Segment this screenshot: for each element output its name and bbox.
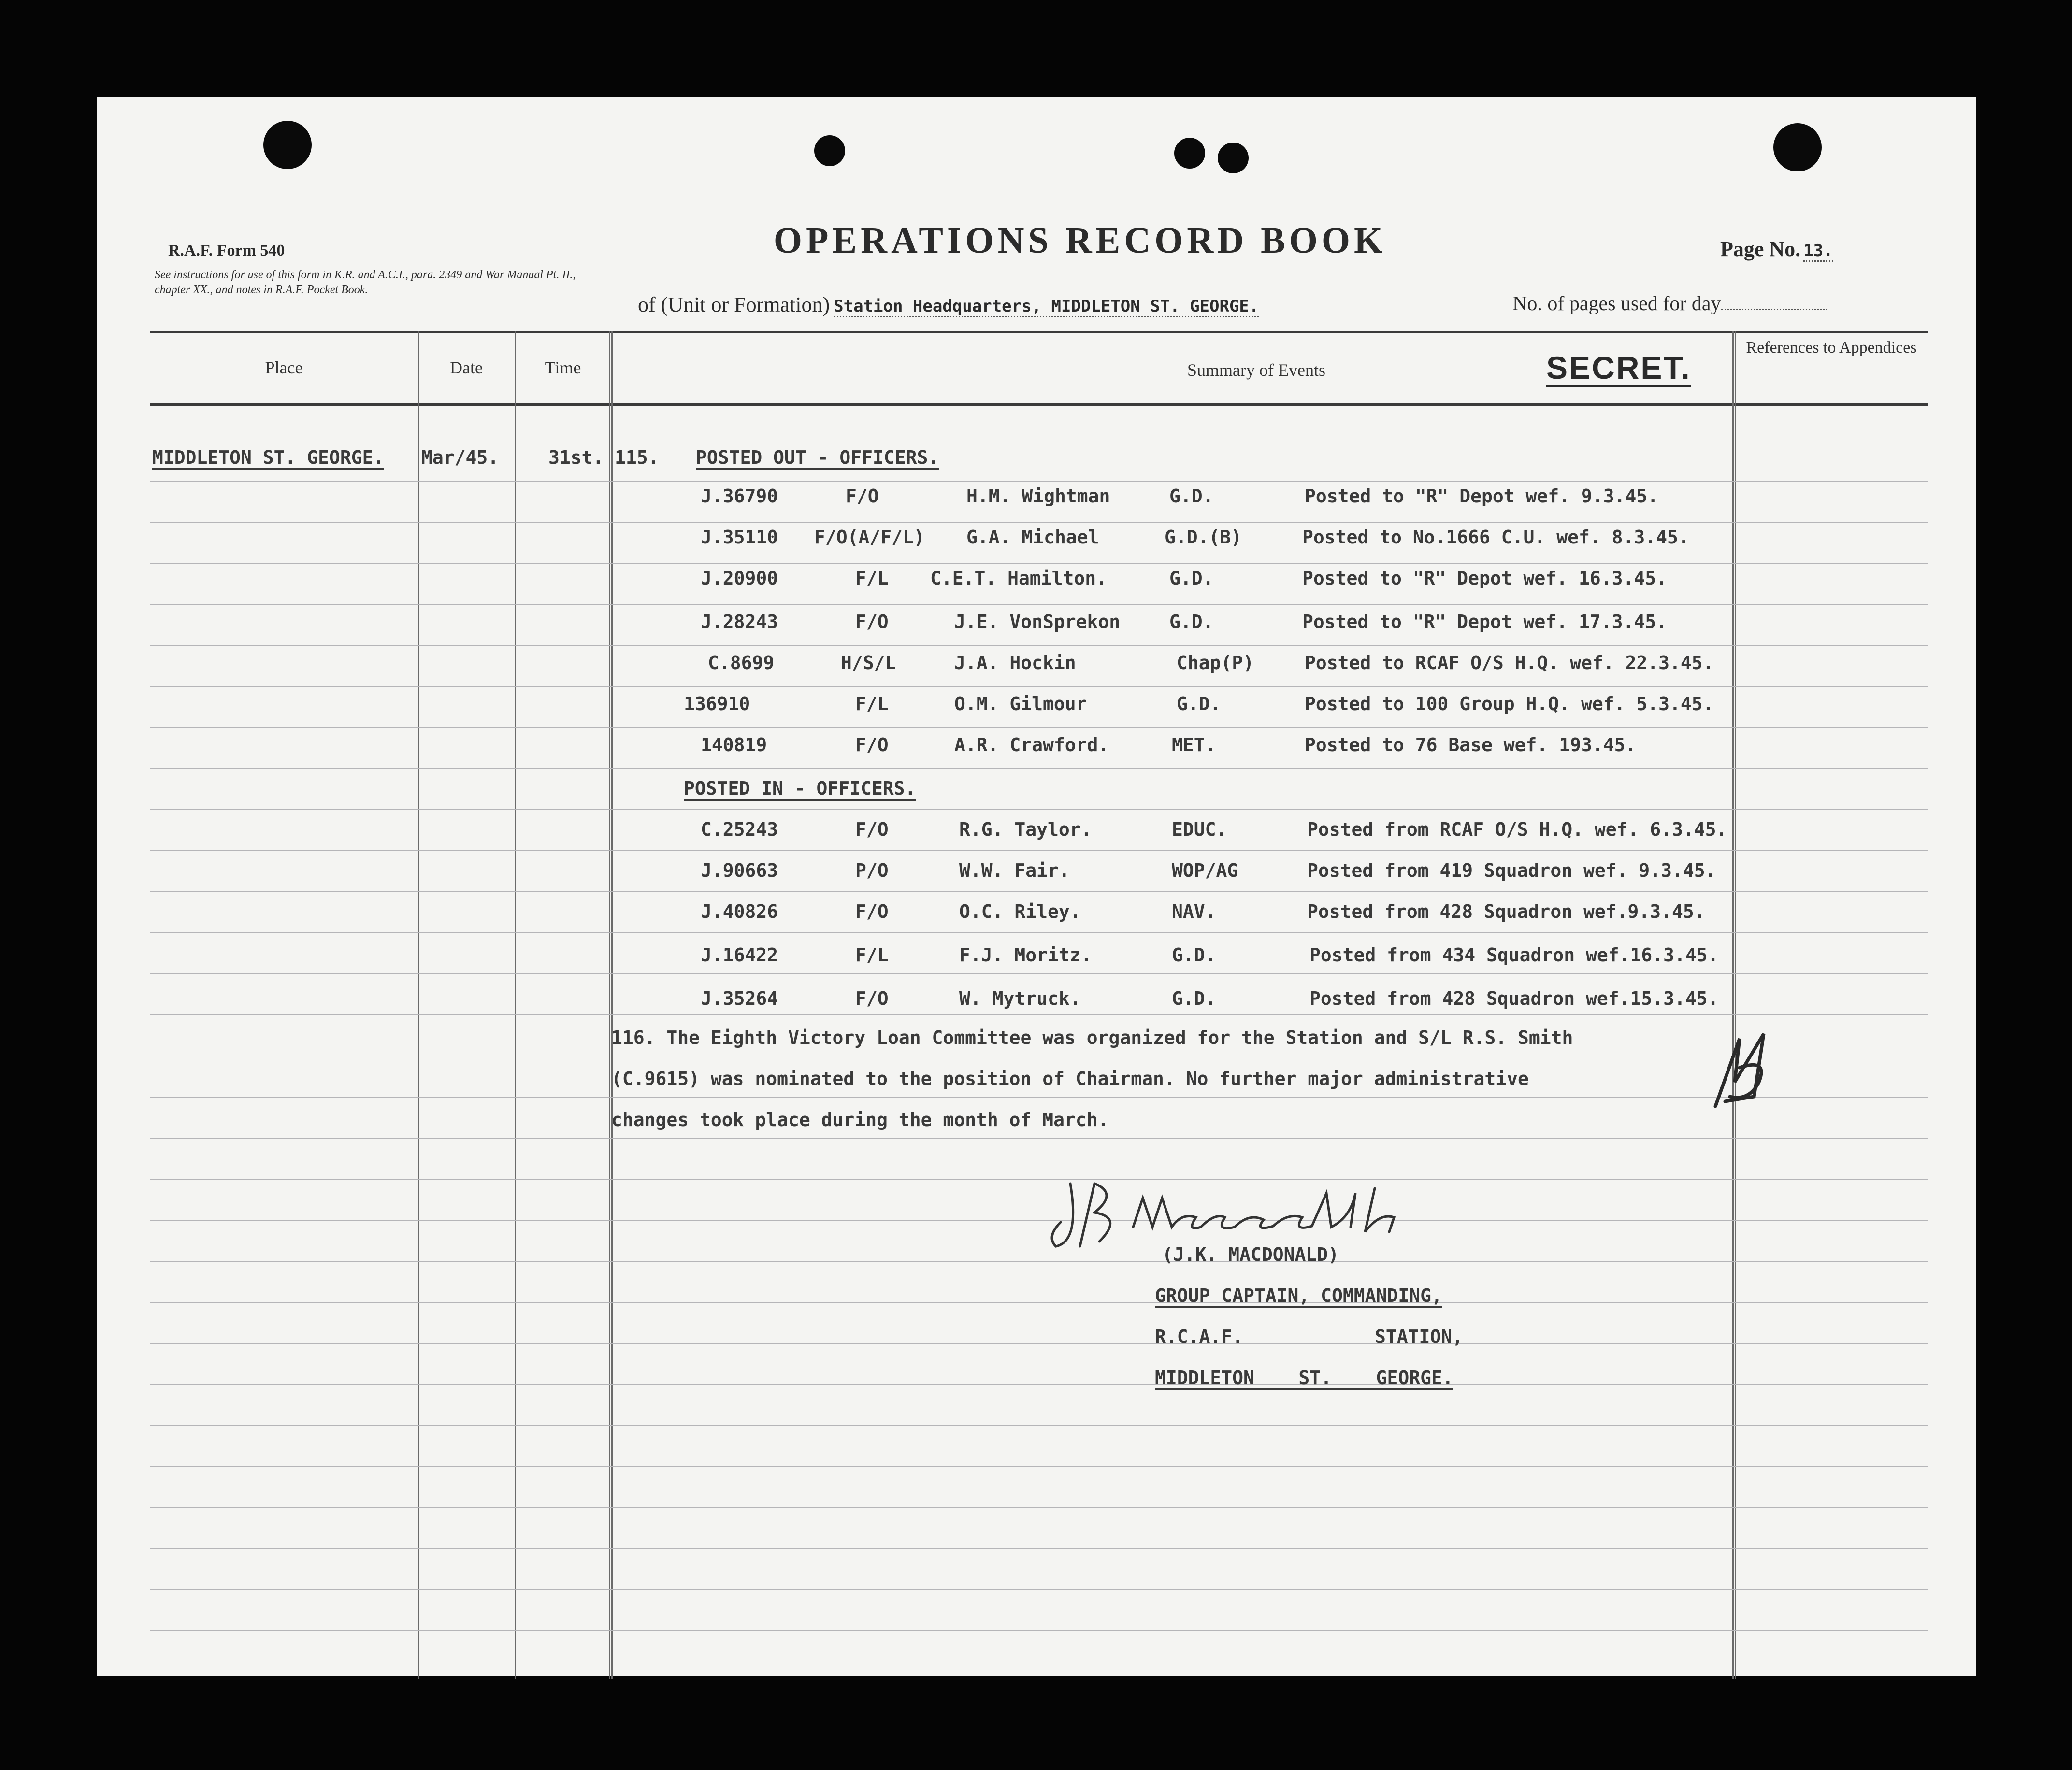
branch: WOP/AG [1172, 860, 1238, 881]
ruled-line [150, 1302, 1928, 1303]
service-number: J.35110 [701, 527, 778, 548]
ruled-line [150, 1261, 1928, 1262]
branch: G.D.(B) [1165, 527, 1242, 548]
posted-in-heading: POSTED IN - OFFICERS. [684, 778, 916, 801]
posting-remark: Posted to 76 Base wef. 193.45. [1305, 734, 1637, 756]
form-instructions: See instructions for use of this form in K.R. and A.C.I., para. 2349 and War Manual Pt. II., chapter XX., and notes in R.A.F. Pocket Book. [155, 269, 576, 296]
ruled-line [150, 1589, 1928, 1590]
ruled-line [150, 522, 1928, 523]
posting-remark: Posted from 428 Squadron wef.15.3.45. [1309, 988, 1719, 1009]
branch: MET. [1172, 734, 1216, 756]
form-page [97, 97, 1976, 1676]
ruled-line [150, 1220, 1928, 1221]
service-number: J.20900 [701, 568, 778, 589]
rank: H/S/L [841, 652, 896, 673]
service-number: J.40826 [701, 901, 778, 922]
branch: G.D. [1169, 485, 1214, 507]
punch-hole [1218, 143, 1249, 173]
secret-stamp: SECRET. [1546, 350, 1691, 387]
posting-remark: Posted to 100 Group H.Q. wef. 5.3.45. [1305, 693, 1714, 714]
ruled-line [150, 1507, 1928, 1508]
unit-label: of (Unit or Formation) [638, 293, 830, 316]
ruled-line [150, 1630, 1928, 1631]
col-header-date: Date [450, 358, 483, 377]
service-number: J.90663 [701, 860, 778, 881]
officer-name: W.W. Fair. [959, 860, 1070, 881]
ruled-line [150, 1179, 1928, 1180]
item-number-115: 115. [615, 447, 659, 468]
officer-name: O.M. Gilmour [954, 693, 1087, 714]
column-divider [418, 331, 419, 1679]
posting-remark: Posted from RCAF O/S H.Q. wef. 6.3.45. [1307, 819, 1727, 840]
signatory-title: GROUP CAPTAIN, COMMANDING, [1155, 1285, 1442, 1308]
rank: F/O [855, 988, 889, 1009]
posting-remark: Posted to "R" Depot wef. 16.3.45. [1302, 568, 1667, 589]
posting-remark: Posted from 434 Squadron wef.16.3.45. [1309, 944, 1719, 966]
officer-name: W. Mytruck. [959, 988, 1081, 1009]
ruled-line [150, 727, 1928, 728]
posted-out-heading: POSTED OUT - OFFICERS. [696, 447, 939, 470]
item-116-line: changes took place during the month of March. [611, 1109, 1109, 1130]
service-number: J.28243 [701, 611, 778, 632]
column-divider [515, 331, 516, 1679]
rank: F/O [855, 901, 889, 922]
branch: G.D. [1172, 988, 1216, 1009]
item-116-line: (C.9615) was nominated to the position of Chairman. No further major administrative [611, 1068, 1529, 1089]
ruled-line [150, 973, 1928, 974]
column-divider [1732, 331, 1736, 1679]
service-number: J.35264 [701, 988, 778, 1009]
entry-time: 31st. [548, 447, 604, 468]
punch-hole [1174, 138, 1205, 169]
ruled-line [150, 850, 1928, 851]
service-number: C.8699 [708, 652, 775, 673]
officer-name: C.E.T. Hamilton. [930, 568, 1108, 589]
ruled-line [150, 1384, 1928, 1385]
ruled-line [150, 686, 1928, 687]
pages-used-line [1512, 292, 1827, 315]
signatory-name: (J.K. MACDONALD) [1162, 1244, 1339, 1265]
handwritten-initials [1706, 1024, 1783, 1121]
officer-name: A.R. Crawford. [954, 734, 1109, 756]
item-116-line: 116. The Eighth Victory Loan Committee was organized for the Station and S/L R.S. Smith [611, 1027, 1573, 1048]
signatory-place-3: GEORGE. [1376, 1367, 1453, 1388]
service-number: 136910 [684, 693, 750, 714]
branch: NAV. [1172, 901, 1216, 922]
signatory-place [1155, 1367, 1453, 1390]
signatory-station-right: STATION, [1375, 1326, 1464, 1347]
branch: Chap(P) [1177, 652, 1254, 673]
rank: F/O [855, 819, 889, 840]
branch: EDUC. [1172, 819, 1227, 840]
branch: G.D. [1177, 693, 1221, 714]
ruled-line [150, 1466, 1928, 1467]
posting-remark: Posted from 428 Squadron wef.9.3.45. [1307, 901, 1705, 922]
ruled-line [150, 604, 1928, 605]
officer-name: G.A. Michael [966, 527, 1099, 548]
ruled-line [150, 1014, 1928, 1015]
rank: F/L [855, 568, 889, 589]
punch-hole [814, 135, 845, 166]
page-title: OPERATIONS RECORD BOOK [773, 220, 1387, 261]
header-bottom-rule [150, 403, 1928, 406]
service-number: J.36790 [701, 485, 778, 507]
form-number: R.A.F. Form 540 [168, 242, 285, 259]
col-header-place: Place [265, 358, 303, 377]
signatory-place-1: MIDDLETON [1155, 1367, 1254, 1388]
ruled-line [150, 1343, 1928, 1344]
rank: F/L [855, 693, 889, 714]
ruled-line [150, 932, 1928, 933]
ruled-line [150, 563, 1928, 564]
entry-place: MIDDLETON ST. GEORGE. [152, 447, 384, 470]
page-number-label: Page No. [1720, 237, 1801, 261]
officer-name: J.A. Hockin [954, 652, 1076, 673]
signatory-place-2: ST. [1298, 1367, 1332, 1388]
ruled-line [150, 1548, 1928, 1549]
entry-date: Mar/45. [421, 447, 499, 468]
officer-name: J.E. VonSprekon [954, 611, 1121, 632]
posting-remark: Posted to RCAF O/S H.Q. wef. 22.3.45. [1305, 652, 1714, 673]
ruled-line [150, 645, 1928, 646]
officer-name: H.M. Wightman [966, 485, 1110, 507]
officer-name: R.G. Taylor. [959, 819, 1092, 840]
service-number: J.16422 [701, 944, 778, 966]
rank: F/O [855, 611, 889, 632]
ruled-line [150, 809, 1928, 810]
posting-remark: Posted to No.1666 C.U. wef. 8.3.45. [1302, 527, 1689, 548]
service-number: C.25243 [701, 819, 778, 840]
column-divider [609, 331, 613, 1679]
branch: G.D. [1172, 944, 1216, 966]
header-top-rule [150, 331, 1928, 333]
branch: G.D. [1169, 568, 1214, 589]
posting-remark: Posted from 419 Squadron wef. 9.3.45. [1307, 860, 1716, 881]
service-number: 140819 [701, 734, 767, 756]
unit-value: Station Headquarters, MIDDLETON ST. GEORGE. [834, 297, 1259, 317]
posting-remark: Posted to "R" Depot wef. 9.3.45. [1305, 485, 1659, 507]
ruled-line [150, 768, 1928, 769]
branch: G.D. [1169, 611, 1214, 632]
col-header-time: Time [545, 358, 581, 377]
ruled-line [150, 481, 1928, 482]
unit-line [638, 292, 1259, 317]
pages-used-blank [1721, 309, 1827, 310]
rank: P/O [855, 860, 889, 881]
rank: F/O [855, 734, 889, 756]
pages-used-label: No. of pages used for day [1512, 293, 1721, 315]
col-header-summary: Summary of Events [1187, 360, 1325, 380]
page-number [1720, 237, 1833, 261]
rank: F/O [846, 485, 879, 507]
page-number-value: 13. [1803, 241, 1833, 262]
officer-name: O.C. Riley. [959, 901, 1081, 922]
rank: F/L [855, 944, 889, 966]
rank: F/O(A/F/L) [814, 527, 925, 548]
punch-hole [263, 121, 312, 169]
signatory-station-left: R.C.A.F. [1155, 1326, 1244, 1347]
ruled-line [150, 891, 1928, 892]
col-header-references: References to Appendices [1746, 339, 1917, 357]
officer-name: F.J. Moritz. [959, 944, 1092, 966]
posting-remark: Posted to "R" Depot wef. 17.3.45. [1302, 611, 1667, 632]
punch-hole [1773, 123, 1822, 171]
ruled-line [150, 1425, 1928, 1426]
